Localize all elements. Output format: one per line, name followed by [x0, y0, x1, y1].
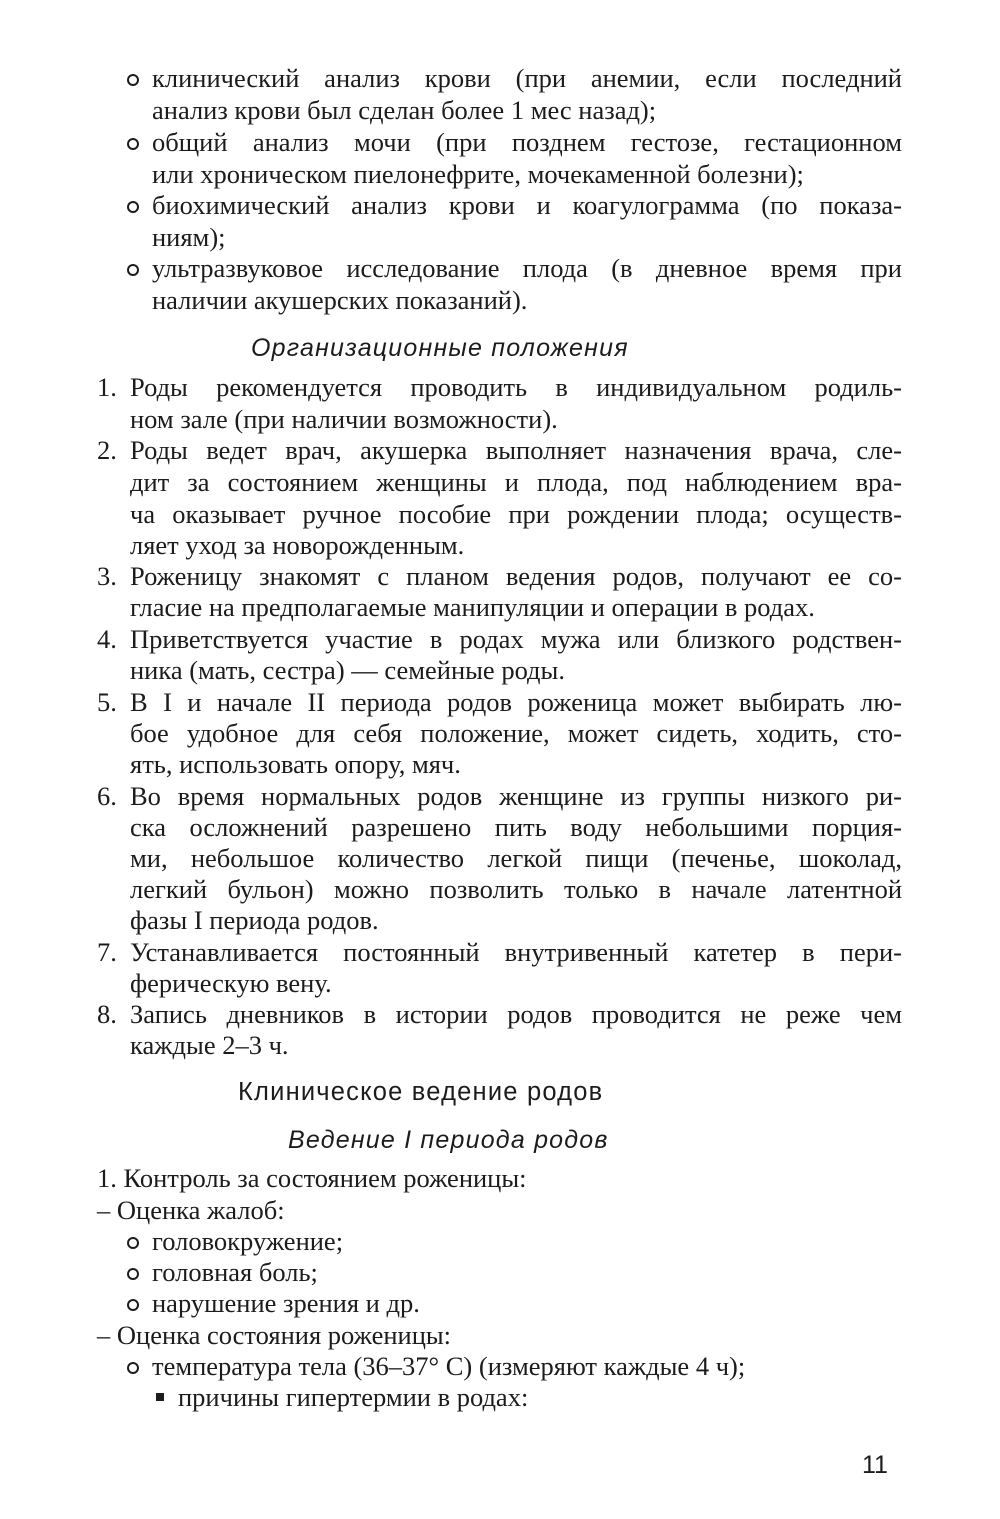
list-item-line: ми, небольшое количество легкой пищи (печенье, шоколад, — [130, 843, 902, 873]
bullet-circle-icon — [127, 1268, 139, 1280]
list-item-line: ча оказывает ручное пособие при рождении плода; осуществ- — [130, 499, 902, 529]
list-number: 4. — [97, 624, 117, 654]
list-item-line: Приветствуется участие в родах мужа или близкого родствен- — [130, 624, 902, 654]
list-item-line: температура тела (36–37° С) (измеряют каждые 4 ч); — [152, 1351, 746, 1381]
bullet-square-icon — [156, 1393, 164, 1401]
bullet-circle-icon — [127, 1237, 139, 1249]
bullet-circle-icon — [127, 264, 139, 276]
list-number: 7. — [97, 937, 117, 967]
list-number: 3. — [97, 561, 117, 591]
list-number: 1. — [97, 372, 117, 402]
list-item-line: причины гипертермии в родах: — [178, 1382, 529, 1412]
list-item-line: В I и начале II периода родов роженица может выбирать лю- — [130, 687, 902, 717]
section-heading: Организационные положения — [251, 334, 629, 362]
list-item-line: анализ крови был сделан более 1 мес назад); — [152, 95, 657, 125]
list-item-line: Запись дневников в истории родов проводится не реже чем — [130, 999, 902, 1029]
bullet-circle-icon — [127, 1299, 139, 1311]
list-item-line: ять, использовать опору, мяч. — [130, 749, 461, 779]
subsection-heading: Ведение I периода родов — [288, 1126, 609, 1154]
list-item-line: фазы I периода родов. — [130, 905, 379, 935]
list-item-line: легкий бульон) можно позволить только в начале латентной — [130, 874, 902, 904]
list-item-line: Роды ведет врач, акушерка выполняет назначения врача, сле- — [130, 435, 902, 465]
list-item-line: Роды рекомендуется проводить в индивидуальном родиль- — [130, 372, 902, 402]
list-item-line: – Оценка состояния роженицы: — [97, 1320, 452, 1350]
bullet-circle-icon — [127, 1362, 139, 1374]
list-item-line: Устанавливается постоянный внутривенный катетер в пери- — [130, 937, 902, 967]
list-item-line: дит за состоянием женщины и плода, под наблюдением вра- — [130, 467, 902, 497]
list-item-line: гласие на предполагаемые манипуляции и операции в родах. — [130, 592, 815, 622]
list-item-line: ника (мать, сестра) — семейные роды. — [130, 655, 565, 685]
list-item-line: ультразвуковое исследование плода (в дневное время при — [152, 253, 902, 283]
list-item-line: или хроническом пиелонефрите, мочекаменной болезни); — [152, 159, 804, 189]
bullet-circle-icon — [127, 74, 139, 86]
list-item-line: клинический анализ крови (при анемии, если последний — [152, 63, 902, 93]
list-item-line: бое удобное для себя положение, может сидеть, ходить, сто- — [130, 718, 902, 748]
section-heading: Клиническое ведение родов — [238, 1078, 604, 1106]
page-number: 11 — [862, 1451, 888, 1479]
list-item-line: биохимический анализ крови и коагулограмма (по показа- — [152, 190, 902, 220]
list-item-line: общий анализ мочи (при позднем гестозе, гестационном — [152, 127, 902, 157]
list-item-line: ферическую вену. — [130, 968, 332, 998]
list-item-line: каждые 2–3 ч. — [130, 1030, 289, 1060]
bullet-circle-icon — [127, 138, 139, 150]
bullet-circle-icon — [127, 201, 139, 213]
list-number: 5. — [97, 687, 117, 717]
list-item-line: ляет уход за новорожденным. — [130, 530, 465, 560]
list-item-line: головокружение; — [152, 1226, 344, 1256]
list-item-line: нарушение зрения и др. — [152, 1288, 420, 1318]
list-number: 6. — [97, 781, 117, 811]
list-item-line: Во время нормальных родов женщине из группы низкого ри- — [130, 781, 902, 811]
list-item-line: головная боль; — [152, 1257, 318, 1287]
list-item-line: – Оценка жалоб: — [97, 1195, 285, 1225]
list-item-line: ниям); — [152, 222, 226, 252]
list-item-line: 1. Контроль за состоянием роженицы: — [97, 1163, 527, 1193]
list-number: 2. — [97, 435, 117, 465]
list-item-line: ска осложнений разрешено пить воду небольшими порция- — [130, 812, 902, 842]
list-item-line: ном зале (при наличии возможности). — [130, 404, 558, 434]
list-item-line: наличии акушерских показаний). — [152, 285, 528, 315]
list-item-line: Роженицу знакомят с планом ведения родов, получают ее со- — [130, 561, 902, 591]
list-number: 8. — [97, 999, 117, 1029]
